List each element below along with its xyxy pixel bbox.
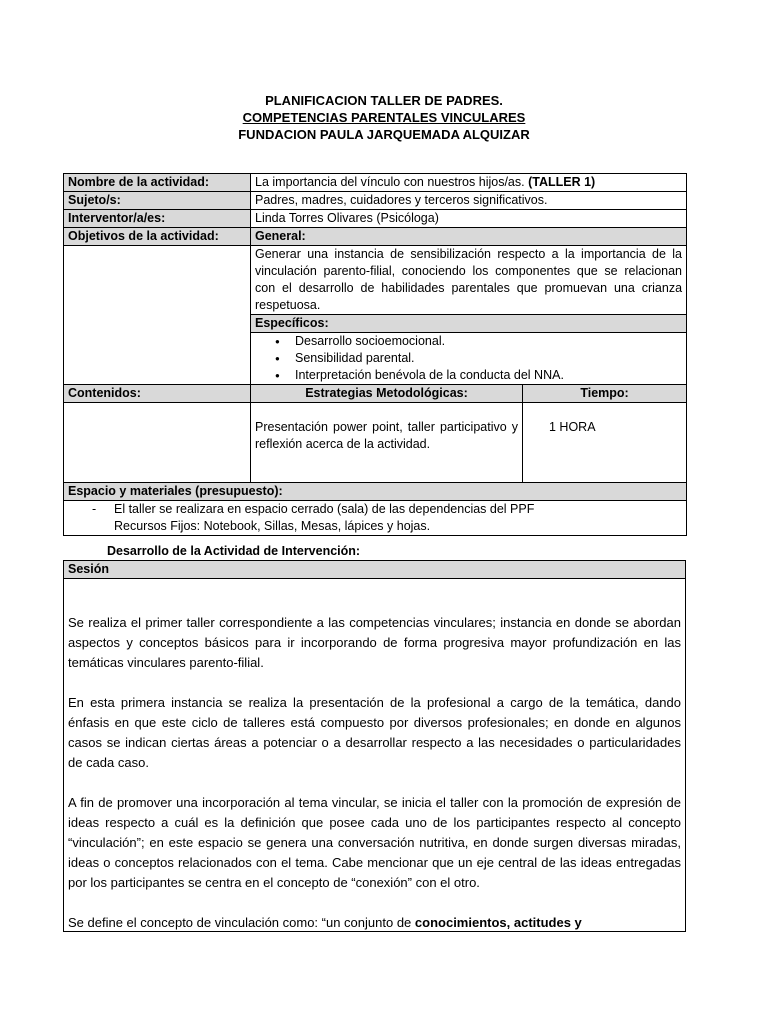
nombre-value: La importancia del vínculo con nuestros hijos/as. bbox=[255, 175, 525, 189]
interventor-label: Interventor/a/es: bbox=[64, 210, 251, 228]
estrategias-text: Presentación power point, taller participativo y reflexión acerca de la actividad. bbox=[251, 403, 523, 483]
tiempo-value: 1 HORA bbox=[523, 403, 687, 483]
objetivos-empty bbox=[64, 246, 251, 385]
especificos-label: Específicos: bbox=[251, 315, 687, 333]
list-item: ● Interpretación benévola de la conducta del NNA. bbox=[275, 367, 686, 384]
contenidos-empty bbox=[64, 403, 251, 483]
row-espacio-label bbox=[64, 483, 687, 501]
contenidos-label: Contenidos: bbox=[64, 385, 251, 403]
session-box bbox=[63, 560, 686, 932]
header-line-2: COMPETENCIAS PARENTALES VINCULARES bbox=[242, 110, 526, 125]
paragraph-2: En esta primera instancia se realiza la presentación de la profesional a cargo de la temática, dando énfasis en que este ciclo de talleres está compuesto por diversos profesionales; en donde en algunos casos se indican ciertas áreas a potenciar o a desarrollar respecto a las necesidades o particularidades de cada caso. bbox=[68, 695, 681, 770]
especificos-cell bbox=[251, 333, 687, 385]
general-label: General: bbox=[251, 228, 687, 246]
sujeto-value: Padres, madres, cuidadores y terceros significativos. bbox=[251, 192, 687, 210]
estrategias-label: Estrategias Metodológicas: bbox=[251, 385, 523, 403]
planning-table bbox=[63, 173, 687, 536]
espacio-line-2: Recursos Fijos: Notebook, Sillas, Mesas, lápices y hojas. bbox=[114, 519, 431, 533]
tiempo-label: Tiempo: bbox=[523, 385, 687, 403]
row-sujeto bbox=[64, 192, 687, 210]
header-line-1: PLANIFICACION TALLER DE PADRES. bbox=[265, 93, 503, 108]
espacio-cell bbox=[64, 501, 687, 536]
row-interventor bbox=[64, 210, 687, 228]
document-header bbox=[0, 92, 768, 143]
paragraph-3: A fin de promover una incorporación al tema vincular, se inicia el taller con la promoción de expresión de ideas respecto a cuál es la definición que posee cada uno de los participantes respecto al concepto “vinculación”; en este espacio se genera una conversación nutritiva, en donde surgen diversas miradas, ideas o conceptos relacionados con el tema. Cabe mencionar que un eje central de las ideas entregadas por los participantes se centra en el concepto de “conexión” con el otro. bbox=[68, 795, 681, 890]
row-contenidos-header bbox=[64, 385, 687, 403]
desarrollo-title: Desarrollo de la Actividad de Intervención: bbox=[107, 544, 361, 558]
paragraph-4-bold: conocimientos, actitudes y bbox=[414, 915, 582, 930]
session-body bbox=[64, 613, 685, 932]
general-text: Generar una instancia de sensibilización respecto a la importancia de la vinculación parento-filial, conociendo los componentes que se relacionan con el desarrollo de habilidades parentales que promuevan una crianza respetuosa. bbox=[251, 246, 687, 315]
row-nombre bbox=[64, 174, 687, 192]
espacio-line-1: El taller se realizara en espacio cerrado (sala) de las dependencias del PPF bbox=[114, 502, 535, 516]
row-objetivos bbox=[64, 228, 687, 246]
espacio-label: Espacio y materiales (presupuesto): bbox=[64, 483, 687, 501]
row-contenidos bbox=[64, 403, 687, 483]
paragraph-1: Se realiza el primer taller correspondiente a las competencias vinculares; instancia en donde se abordan aspectos y conceptos básicos para ir incorporando de forma progresiva mayor profundización en las temáticas vinculares parento-filial. bbox=[68, 615, 681, 670]
row-espacio bbox=[64, 501, 687, 536]
nombre-cell bbox=[251, 174, 687, 192]
sujeto-label: Sujeto/s: bbox=[64, 192, 251, 210]
especificos-list bbox=[251, 333, 686, 384]
header-line-3: FUNDACION PAULA JARQUEMADA ALQUIZAR bbox=[238, 127, 530, 142]
objetivos-label: Objetivos de la actividad: bbox=[64, 228, 251, 246]
dash-marker: - bbox=[92, 502, 97, 516]
paragraph-4 bbox=[68, 913, 681, 932]
list-item: ● Sensibilidad parental. bbox=[275, 350, 686, 367]
row-general bbox=[64, 246, 687, 315]
nombre-label: Nombre de la actividad: bbox=[64, 174, 251, 192]
nombre-tag: (TALLER 1) bbox=[528, 175, 596, 189]
session-label: Sesión bbox=[64, 561, 685, 579]
paragraph-4-start: Se define el concepto de vinculación como: “un conjunto de bbox=[68, 915, 415, 930]
list-item: ● Desarrollo socioemocional. bbox=[275, 333, 686, 350]
interventor-value: Linda Torres Olivares (Psicóloga) bbox=[251, 210, 687, 228]
